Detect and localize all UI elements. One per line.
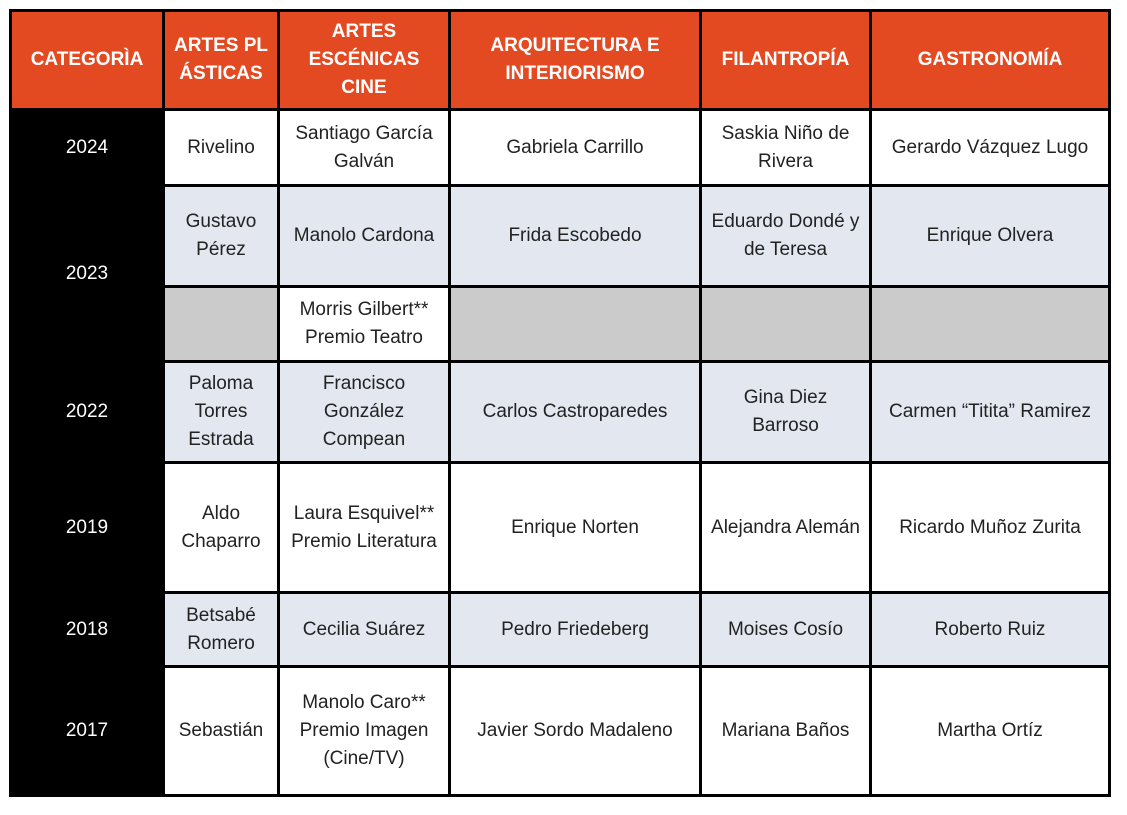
cell-artes-plasticas: Gustavo Pérez	[164, 186, 279, 287]
header-arquitectura: ARQUITECTURA E INTERIORISMO	[450, 11, 701, 110]
header-artes-plasticas: ARTES PLÁSTICAS	[164, 11, 279, 110]
cell-arquitectura: Carlos Castroparedes	[450, 362, 701, 463]
cell-arquitectura: Javier Sordo Madaleno	[450, 667, 701, 796]
cell-gastronomia: Carmen “Titita” Ramirez	[871, 362, 1110, 463]
year-cell: 2017	[11, 667, 164, 796]
cell-arquitectura: Gabriela Carrillo	[450, 110, 701, 186]
table-row-2018	[11, 593, 1110, 667]
year-cell: 2018	[11, 593, 164, 667]
cell-arquitectura	[450, 287, 701, 362]
cell-filantropia: Alejandra Alemán	[701, 463, 871, 593]
cell-filantropia: Moises Cosío	[701, 593, 871, 667]
table-row-2017	[11, 667, 1110, 796]
header-artes-escenicas: ARTES ESCÉNICAS CINE	[279, 11, 450, 110]
table-row-2022	[11, 362, 1110, 463]
table-row-2019	[11, 463, 1110, 593]
cell-gastronomia: Enrique Olvera	[871, 186, 1110, 287]
header-row	[11, 11, 1110, 110]
header-categoria: CATEGORÌA	[11, 11, 164, 110]
cell-artes-plasticas: Paloma Torres Estrada	[164, 362, 279, 463]
table-row-2024	[11, 110, 1110, 186]
year-cell: 2019	[11, 463, 164, 593]
cell-artes-escenicas: Morris Gilbert** Premio Teatro	[279, 287, 450, 362]
cell-gastronomia: Gerardo Vázquez Lugo	[871, 110, 1110, 186]
cell-filantropia: Saskia Niño de Rivera	[701, 110, 871, 186]
cell-artes-plasticas	[164, 287, 279, 362]
cell-filantropia: Gina Diez Barroso	[701, 362, 871, 463]
cell-artes-plasticas: Rivelino	[164, 110, 279, 186]
cell-arquitectura: Pedro Friedeberg	[450, 593, 701, 667]
cell-artes-plasticas: Betsabé Romero	[164, 593, 279, 667]
cell-artes-escenicas: Cecilia Suárez	[279, 593, 450, 667]
cell-arquitectura: Enrique Norten	[450, 463, 701, 593]
cell-gastronomia: Martha Ortíz	[871, 667, 1110, 796]
header-gastronomia: GASTRONOMÍA	[871, 11, 1110, 110]
cell-artes-plasticas: Aldo Chaparro	[164, 463, 279, 593]
header-filantropia: FILANTROPÍA	[701, 11, 871, 110]
year-cell: 2022	[11, 362, 164, 463]
cell-artes-escenicas: Francisco González Compean	[279, 362, 450, 463]
year-cell: 2023	[11, 186, 164, 362]
cell-artes-escenicas: Santiago García Galván	[279, 110, 450, 186]
cell-filantropia: Eduardo Dondé y de Teresa	[701, 186, 871, 287]
cell-artes-plasticas: Sebastián	[164, 667, 279, 796]
cell-gastronomia: Roberto Ruiz	[871, 593, 1110, 667]
awards-table	[9, 9, 1111, 797]
table-row-2023	[11, 186, 1110, 287]
cell-gastronomia	[871, 287, 1110, 362]
cell-arquitectura: Frida Escobedo	[450, 186, 701, 287]
cell-artes-escenicas: Manolo Caro** Premio Imagen (Cine/TV)	[279, 667, 450, 796]
cell-artes-escenicas: Manolo Cardona	[279, 186, 450, 287]
table-row-2023-extra	[11, 287, 1110, 362]
year-cell: 2024	[11, 110, 164, 186]
cell-filantropia: Mariana Baños	[701, 667, 871, 796]
cell-gastronomia: Ricardo Muñoz Zurita	[871, 463, 1110, 593]
cell-filantropia	[701, 287, 871, 362]
cell-artes-escenicas: Laura Esquivel** Premio Literatura	[279, 463, 450, 593]
